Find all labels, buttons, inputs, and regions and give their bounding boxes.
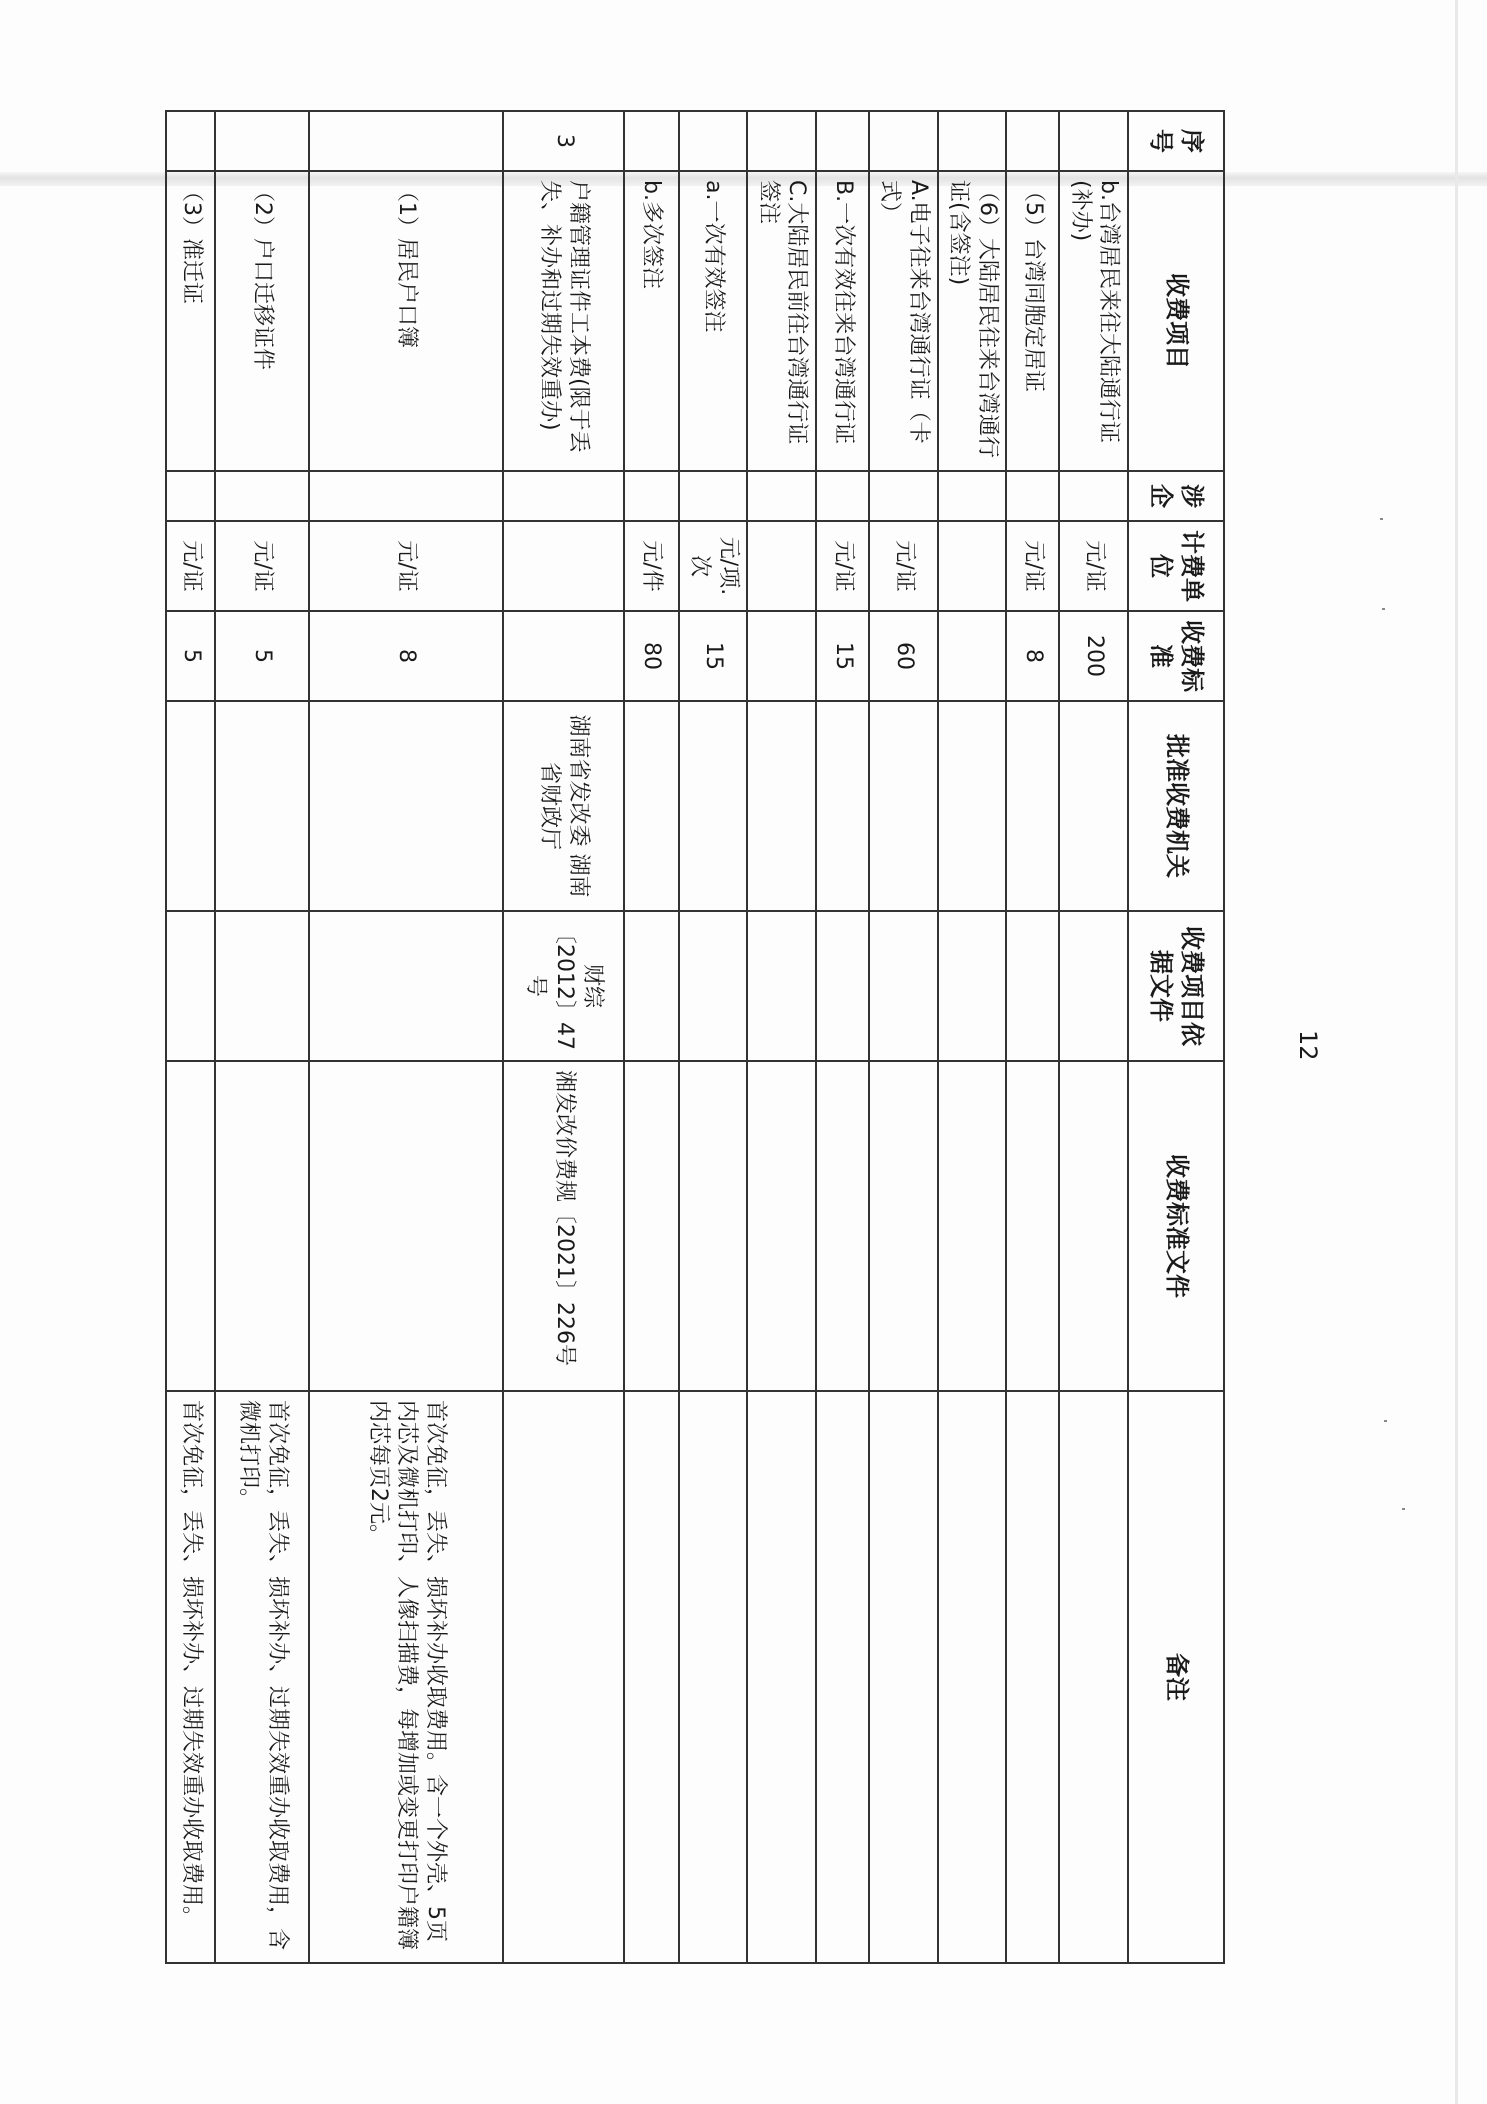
cell-item: C.大陆居民前往台湾通行证签注 (747, 171, 816, 471)
header-project-doc: 收费项目依据文件 (1128, 911, 1224, 1061)
cell-auth (1006, 701, 1059, 911)
header-standard-doc: 收费标准文件 (1128, 1061, 1224, 1391)
cell-item: （3）准迁证 (166, 171, 215, 471)
cell-std-doc (747, 1061, 816, 1391)
cell-auth (816, 701, 869, 911)
header-authority: 批准收费机关 (1128, 701, 1224, 911)
cell-std: 15 (679, 611, 748, 701)
cell-seq (869, 111, 938, 171)
cell-auth (215, 701, 309, 911)
cell-unit: 元/证 (1059, 521, 1128, 611)
cell-auth: 湖南省发改委 湖南省财政厅 (503, 701, 624, 911)
cell-auth (624, 701, 679, 911)
table-row (938, 111, 1007, 1963)
cell-std-doc (215, 1061, 309, 1391)
cell-seq (215, 111, 309, 171)
cell-note: 首次免征，丢失、损坏补办收取费用。含一个外壳、5页内芯及微机打印、人像扫描费，每增加或变更打印户籍簿内芯每页2元。 (309, 1391, 503, 1963)
cell-unit (503, 521, 624, 611)
cell-item: A.电子往来台湾通行证（卡式） (869, 171, 938, 471)
cell-note (679, 1391, 748, 1963)
cell-auth (938, 701, 1007, 911)
cell-note (503, 1391, 624, 1963)
cell-std (747, 611, 816, 701)
cell-seq (1059, 111, 1128, 171)
cell-std: 200 (1059, 611, 1128, 701)
header-unit: 计费单位 (1128, 521, 1224, 611)
cell-std-doc (624, 1061, 679, 1391)
cell-unit: 元/证 (215, 521, 309, 611)
table-row (679, 111, 748, 1963)
cell-note: 首次免征，丢失、损坏补办、过期失效重办收取费用。 (166, 1391, 215, 1963)
cell-item: 户籍管理证件工本费(限于丢失、补办和过期失效重办) (503, 171, 624, 471)
cell-auth (747, 701, 816, 911)
table-header-row (1128, 111, 1224, 1963)
cell-note (624, 1391, 679, 1963)
table-row (747, 111, 816, 1963)
cell-seq (624, 111, 679, 171)
cell-seq (938, 111, 1007, 171)
scan-speck (1384, 1420, 1387, 1422)
cell-std-doc (869, 1061, 938, 1391)
cell-std-doc (938, 1061, 1007, 1391)
table-row (1059, 111, 1128, 1963)
cell-item: （1）居民户口簿 (309, 171, 503, 471)
cell-proj-doc: 财综〔2012〕47号 (503, 911, 624, 1061)
cell-std: 5 (166, 611, 215, 701)
cell-ent (938, 471, 1007, 521)
cell-proj-doc (309, 911, 503, 1061)
cell-auth (1059, 701, 1128, 911)
cell-ent (816, 471, 869, 521)
cell-std-doc (1006, 1061, 1059, 1391)
cell-std (938, 611, 1007, 701)
rotated-page (165, 110, 1225, 1962)
scan-speck (1402, 1508, 1405, 1510)
cell-std-doc: 湘发改价费规〔2021〕226号 (503, 1061, 624, 1391)
cell-std: 8 (309, 611, 503, 701)
cell-note (816, 1391, 869, 1963)
scan-speck (1380, 518, 1383, 520)
header-note: 备注 (1128, 1391, 1224, 1963)
cell-item: （5）台湾同胞定居证 (1006, 171, 1059, 471)
cell-note (747, 1391, 816, 1963)
cell-proj-doc (938, 911, 1007, 1061)
cell-std: 80 (624, 611, 679, 701)
cell-seq: 3 (503, 111, 624, 171)
table-row (624, 111, 679, 1963)
cell-proj-doc (624, 911, 679, 1061)
cell-unit: 元/项.次 (679, 521, 748, 611)
header-standard: 收费标准 (1128, 611, 1224, 701)
cell-seq (1006, 111, 1059, 171)
cell-seq (166, 111, 215, 171)
cell-ent (215, 471, 309, 521)
cell-note (1006, 1391, 1059, 1963)
cell-ent (624, 471, 679, 521)
cell-std-doc (1059, 1061, 1128, 1391)
cell-std-doc (679, 1061, 748, 1391)
cell-ent (309, 471, 503, 521)
cell-proj-doc (747, 911, 816, 1061)
cell-item: （6）大陆居民往来台湾通行证(含签注) (938, 171, 1007, 471)
cell-auth (166, 701, 215, 911)
cell-ent (679, 471, 748, 521)
cell-item: （2）户口迁移证件 (215, 171, 309, 471)
cell-seq (747, 111, 816, 171)
cell-note (869, 1391, 938, 1963)
cell-unit: 元/证 (869, 521, 938, 611)
cell-unit (938, 521, 1007, 611)
table-row (215, 111, 309, 1963)
cell-proj-doc (1059, 911, 1128, 1061)
cell-unit: 元/证 (816, 521, 869, 611)
cell-item: a.一次有效签注 (679, 171, 748, 471)
page-number: 12 (1294, 1030, 1322, 1061)
cell-proj-doc (816, 911, 869, 1061)
cell-ent (747, 471, 816, 521)
cell-ent (166, 471, 215, 521)
cell-std (503, 611, 624, 701)
cell-proj-doc (215, 911, 309, 1061)
table-row (1006, 111, 1059, 1963)
fee-table (165, 110, 1225, 1964)
cell-note (1059, 1391, 1128, 1963)
cell-proj-doc (679, 911, 748, 1061)
table-row (816, 111, 869, 1963)
header-seq: 序号 (1128, 111, 1224, 171)
cell-auth (679, 701, 748, 911)
table-row (503, 111, 624, 1963)
cell-std: 5 (215, 611, 309, 701)
cell-std: 15 (816, 611, 869, 701)
table-row (166, 111, 215, 1963)
cell-proj-doc (1006, 911, 1059, 1061)
cell-auth (309, 701, 503, 911)
cell-seq (816, 111, 869, 171)
cell-note (938, 1391, 1007, 1963)
cell-unit: 元/证 (1006, 521, 1059, 611)
cell-seq (679, 111, 748, 171)
table-body (166, 111, 1128, 1963)
cell-note: 首次免征，丢失、损坏补办、过期失效重办收取费用，含微机打印。 (215, 1391, 309, 1963)
cell-proj-doc (869, 911, 938, 1061)
cell-ent (1059, 471, 1128, 521)
cell-ent (503, 471, 624, 521)
cell-auth (869, 701, 938, 911)
cell-std: 60 (869, 611, 938, 701)
cell-item: B.一次有效往来台湾通行证 (816, 171, 869, 471)
cell-unit: 元/证 (309, 521, 503, 611)
cell-unit (747, 521, 816, 611)
cell-ent (869, 471, 938, 521)
cell-proj-doc (166, 911, 215, 1061)
cell-std-doc (816, 1061, 869, 1391)
header-item: 收费项目 (1128, 171, 1224, 471)
cell-ent (1006, 471, 1059, 521)
cell-item: b.多次签注 (624, 171, 679, 471)
cell-seq (309, 111, 503, 171)
scan-edge-line (1455, 0, 1458, 2104)
cell-item: b.台湾居民来往大陆通行证(补办) (1059, 171, 1128, 471)
header-enterprise: 涉企 (1128, 471, 1224, 521)
scan-speck (1382, 608, 1385, 610)
table-row (869, 111, 938, 1963)
cell-std: 8 (1006, 611, 1059, 701)
cell-std-doc (166, 1061, 215, 1391)
cell-std-doc (309, 1061, 503, 1391)
table-row (309, 111, 503, 1963)
cell-unit: 元/证 (166, 521, 215, 611)
cell-unit: 元/件 (624, 521, 679, 611)
